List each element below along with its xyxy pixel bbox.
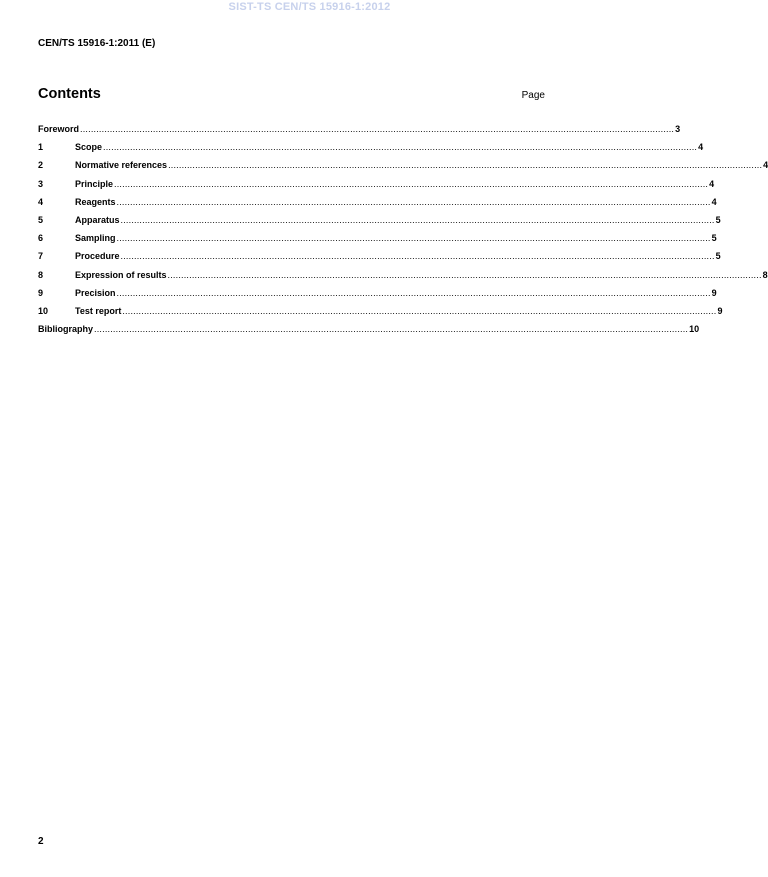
- toc-leader-dots: ............................................................................................................................................................................................................................: [103, 142, 698, 153]
- toc-entry-apparatus[interactable]: [38, 214, 721, 233]
- toc-entry-page: 5: [715, 214, 721, 225]
- toc-entry-procedure[interactable]: [38, 251, 721, 269]
- toc-leader-dots: ............................................................................................................................................................................................................................: [116, 196, 711, 207]
- toc-entry-number: 5: [38, 214, 44, 225]
- toc-entry-title: Precision: [75, 287, 116, 298]
- page-column-label: Page: [521, 90, 545, 101]
- toc-entry-page: 4: [763, 160, 768, 171]
- toc-entry-title: Reagents: [75, 196, 116, 207]
- toc-entry-page: 4: [698, 142, 704, 153]
- toc-entry-title: Apparatus: [75, 214, 120, 225]
- toc-entry-page: 4: [709, 178, 715, 189]
- toc-entry-number: 9: [38, 287, 44, 298]
- toc-entry-number: 3: [38, 178, 44, 189]
- toc-entry-title: Scope: [75, 142, 103, 153]
- toc-entry-page: 10: [689, 324, 700, 335]
- toc-leader-dots: ............................................................................................................................................................................................................................: [120, 214, 715, 225]
- toc-entry-page: 5: [715, 251, 721, 262]
- toc-entry-number: 1: [38, 142, 44, 153]
- toc-leader-dots: ............................................................................................................................................................................................................................: [116, 233, 711, 244]
- toc-entry-page: 4: [711, 196, 717, 207]
- toc-entry-precision[interactable]: [38, 287, 717, 306]
- document-id: CEN/TS 15916-1:2011 (E): [38, 38, 156, 49]
- toc-entry-sampling[interactable]: [38, 233, 717, 251]
- watermark-text: SIST-TS CEN/TS 15916-1:2012: [228, 1, 391, 13]
- toc-entry-bibliography[interactable]: [38, 324, 700, 342]
- toc-entry-number: 4: [38, 196, 44, 207]
- toc-entry-page: 9: [717, 305, 723, 316]
- toc-entry-title: Test report: [75, 305, 122, 316]
- toc-entry-title: Principle: [75, 178, 114, 189]
- toc-entry-title: Sampling: [75, 233, 116, 244]
- toc-leader-dots: ............................................................................................................................................................................................................................: [114, 178, 709, 189]
- toc-entry-title: Bibliography: [38, 324, 94, 335]
- toc-entry-title: Normative references: [75, 160, 168, 171]
- table-of-contents: [38, 124, 768, 342]
- toc-entry-number: 10: [38, 305, 49, 316]
- toc-entry-page: 5: [711, 233, 717, 244]
- page-number: 2: [38, 836, 44, 847]
- toc-entry-test-report[interactable]: [38, 305, 723, 324]
- toc-entry-number: 2: [38, 160, 44, 171]
- toc-entry-normative-references[interactable]: [38, 160, 768, 178]
- toc-entry-foreword[interactable]: [38, 124, 681, 142]
- toc-entry-reagents[interactable]: [38, 196, 717, 215]
- toc-entry-page: 8: [762, 269, 768, 280]
- toc-entry-expression-of-results[interactable]: [38, 269, 768, 288]
- toc-entry-number: 8: [38, 269, 44, 280]
- toc-leader-dots: ............................................................................................................................................................................................................................: [122, 305, 717, 316]
- toc-entry-number: 7: [38, 251, 44, 262]
- toc-entry-scope[interactable]: [38, 142, 704, 160]
- toc-entry-principle[interactable]: [38, 178, 715, 197]
- toc-leader-dots: ............................................................................................................................................................................................................................: [120, 251, 715, 262]
- contents-heading: Contents: [38, 86, 101, 102]
- toc-entry-number: 6: [38, 233, 44, 244]
- toc-leader-dots: ............................................................................................................................................................................................................................: [168, 160, 763, 171]
- toc-leader-dots: ............................................................................................................................................................................................................................: [80, 124, 675, 134]
- toc-entry-page: 9: [711, 287, 717, 298]
- toc-leader-dots: ............................................................................................................................................................................................................................: [94, 324, 689, 335]
- toc-entry-title: Foreword: [38, 124, 80, 134]
- toc-entry-page: 3: [675, 124, 681, 134]
- toc-leader-dots: ............................................................................................................................................................................................................................: [167, 269, 762, 280]
- toc-entry-title: Expression of results: [75, 269, 167, 280]
- toc-entry-title: Procedure: [75, 251, 120, 262]
- toc-leader-dots: ............................................................................................................................................................................................................................: [116, 287, 711, 298]
